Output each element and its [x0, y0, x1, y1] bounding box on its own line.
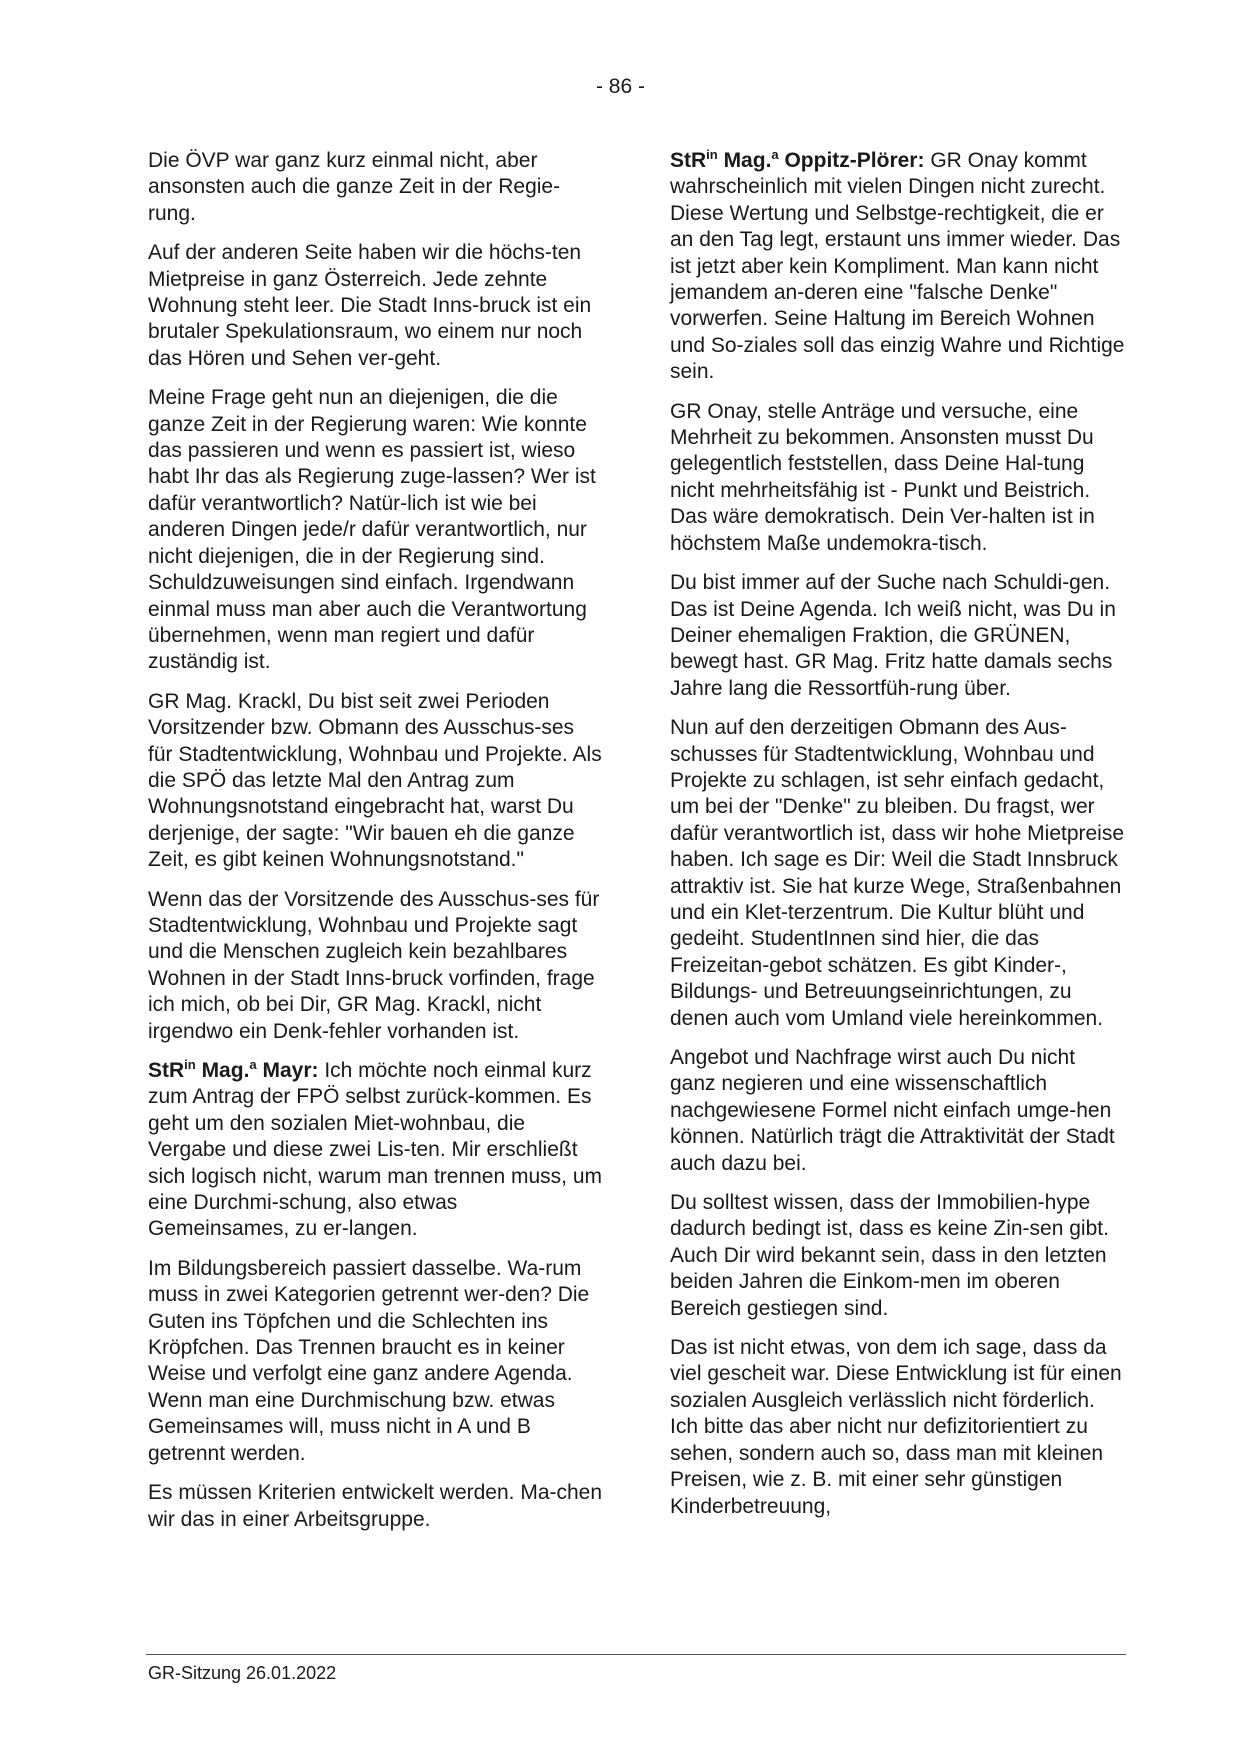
paragraph: GR Onay, stelle Anträge und versuche, eine Mehrheit zu bekommen. Ansonsten musst Du gelegentlich feststellen, dass Deine Hal-tung nicht mehrheitsfähig ist - Punkt und Beistrich. Das wäre demokratisch. Dein Ver-halten ist in höchstem Maße undemokra-tisch. [670, 399, 1095, 555]
speaker-paragraph [148, 1058, 603, 1243]
footer-divider [146, 1654, 1126, 1655]
paragraph: Du bist immer auf der Suche nach Schuldi-gen. Das ist Deine Agenda. Ich weiß nicht, was Du in Deiner ehemaligen Fraktion, die GRÜNEN, bewegt hast. GR Mag. Fritz hatte damals sechs Jahre lang die Ressortfüh-rung über. [670, 571, 1116, 700]
paragraph: Angebot und Nachfrage wirst auch Du nicht ganz negieren und eine wissenschaftlich nachgewiesene Formel nicht einfach umge-hen können. Natürlich trägt die Attraktivität der Stadt auch dazu bei. [670, 1046, 1115, 1175]
speaker-name: StR$^{in}$ Mag.$^a$ Mayr: [148, 1057, 319, 1082]
page-number: - 86 - [595, 75, 645, 98]
paragraph: Im Bildungsbereich passiert dasselbe. Wa-rum muss in zwei Kategorien getrennt wer-den? Die Guten ins Töpfchen und die Schlechten ins Kröpfchen. Das Trennen braucht es in keiner Weise und verfolgt eine ganz andere Agenda. Wenn man eine Durchmischung bzw. etwas Gemeinsames will, muss nicht in A und B getrennt werden. [148, 1256, 590, 1465]
paragraph: Meine Frage geht nun an diejenigen, die die ganze Zeit in der Regierung waren: Wie konnte das passieren und wenn es passiert ist, wieso habt Ihr das als Regierung zuge-lassen? Wer ist dafür verantwortlich? Natür-lich ist wie bei anderen Dingen jede/r dafür verantwortlich, nur nicht diejenigen, die in der Regierung sind. Schuldzuweisungen sind einfach. Irgendwann einmal muss man aber auch die Verantwortung übernehmen, wenn man regiert und dafür zuständig ist. [148, 386, 596, 674]
paragraph: Wenn das der Vorsitzende des Ausschus-ses für Stadtentwicklung, Wohnbau und Projekte sagt und die Menschen zugleich kein bezahlbares Wohnen in der Stadt Inns-bruck vorfinden, frage ich mich, ob bei Dir, GR Mag. Krackl, nicht irgendwo ein Denk-fehler vorhanden ist. [148, 887, 600, 1043]
speech-text: Ich möchte noch einmal kurz zum Antrag der FPÖ selbst zurück-kommen. Es geht um den sozialen Miet-wohnbau, die Vergabe und diese zwei Lis-ten. Mir erschließt sich logisch nicht, warum man trennen muss, um eine Durchmi-schung, also etwas Gemeinsames, zu er-langen. [148, 1059, 603, 1241]
paragraph: Das ist nicht etwas, von dem ich sage, dass da viel gescheit war. Diese Entwicklung ist für einen sozialen Ausgleich verlässlich nicht förderlich. Ich bitte das aber nicht nur defizitorientiert zu sehen, sondern auch so, dass man mit kleinen Preisen, wie z. B. mit einer sehr günstigen Kinderbetreuung, [670, 1336, 1122, 1518]
speaker-name: StR$^{in}$ Mag.$^a$ Oppitz-Plörer: [670, 147, 925, 172]
speaker-paragraph [670, 148, 1125, 386]
paragraph: Es müssen Kriterien entwickelt werden. Ma-chen wir das in einer Arbeitsgruppe. [148, 1481, 603, 1531]
left-column [148, 148, 603, 1546]
right-column [670, 148, 1125, 1533]
footer-session-date: GR-Sitzung 26.01.2022 [148, 1663, 337, 1683]
paragraph: Nun auf den derzeitigen Obmann des Aus-schusses für Stadtentwicklung, Wohnbau und Projekte zu schlagen, ist sehr einfach gedacht, um bei der "Denke" zu bleiben. Du fragst, wer dafür verantwortlich ist, dass wir hohe Mietpreise haben. Ich sage es Dir: Weil die Stadt Innsbruck attraktiv ist. Sie hat kurze Wege, Straßenbahnen und ein Klet-terzentrum. Die Kultur blüht und gedeiht. StudentInnen sind hier, die das Freizeitan-gebot schätzen. Es gibt Kinder-, Bildungs- und Betreuungseinrichtungen, zu denen auch vom Umland viele hereinkommen. [670, 716, 1125, 1030]
speech-text: GR Onay kommt wahrscheinlich mit vielen Dingen nicht zurecht. Diese Wertung und Selbstge-rechtigkeit, die er an den Tag legt, erstaunt uns immer wieder. Das ist jetzt aber kein Kompliment. Man kann nicht jemandem an-deren eine "falsche Denke" vorwerfen. Seine Haltung im Bereich Wohnen und So-ziales soll das einzig Wahre und Richtige sein. [670, 149, 1125, 384]
paragraph: Auf der anderen Seite haben wir die höchs-ten Mietpreise in ganz Österreich. Jede zehnte Wohnung steht leer. Die Stadt Inns-bruck ist ein brutaler Spekulationsraum, wo einem nur noch das Hören und Sehen ver-geht. [148, 241, 592, 370]
paragraph: Die ÖVP war ganz kurz einmal nicht, aber ansonsten auch die ganze Zeit in der Regie-rung. [148, 149, 561, 225]
paragraph: GR Mag. Krackl, Du bist seit zwei Perioden Vorsitzender bzw. Obmann des Ausschus-ses für Stadtentwicklung, Wohnbau und Projekte. Als die SPÖ das letzte Mal den Antrag zum Wohnungsnotstand eingebracht hat, warst Du derjenige, der sagte: "Wir bauen eh die ganze Zeit, es gibt keinen Wohnungsnotstand." [148, 689, 602, 872]
paragraph: Du solltest wissen, dass der Immobilien-hype dadurch bedingt ist, dass es keine Zin-sen gibt. Auch Dir wird bekannt sein, dass in den letzten beiden Jahren die Einkom-men im oberen Bereich gestiegen sind. [670, 1191, 1109, 1320]
